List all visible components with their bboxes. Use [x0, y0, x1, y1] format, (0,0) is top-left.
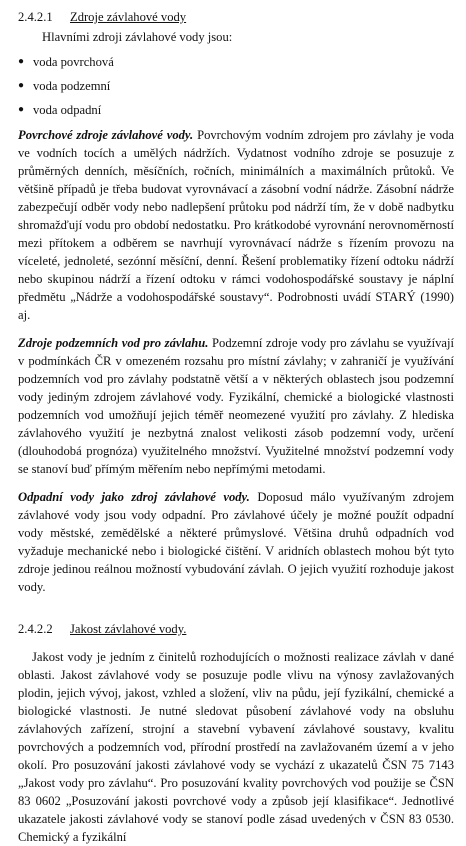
- paragraph-body: Povrchovým vodním zdrojem pro závlahy je voda ve vodních tocích a umělých nádržích. Vydatnost vodního zdroje se posuzuje z průměrných denních, měsíčních, ročních, minimálních a maximálních průtoků. Ve většině případů je třeba budovat vyrovnávací a zásobní vodní nádrže. Zásobní nádrže zabezpečují odběr vody nebo nadlepšení průtoku pod nádrží tím, že v době nadbytku shromažďují vodu pro období nedostatku. Pro krátkodobé vyrovnání nerovnoměrností mezi přítokem a odběrem se navrhují vyrovnávací nádrže s řízením provozu na víceleté, jednoleté, sezónní měsíční, denní. Řešení problematiky řízení odtoku nádrží nebo skupinou nádrží a řízení odtoku v rámci vodohospodářské soustavy je náplní předmětu „Nádrže a vodohospodářské soustavy“. Podrobnosti uvádí STARÝ (1990) aj.: [18, 128, 454, 322]
- paragraph-body: Doposud málo využívaným zdrojem závlahové vody jsou vody odpadní. Pro závlahové účely je možné použít odpadní vody městské, zemědělské a některé průmyslové. Většina druhů odpadních vod vyžaduje mechanické nebo i biologické čištění. V aridních oblastech mohou být tyto zdroje jedinou reálnou možností vybudování závlah. O jejich využití rozhoduje jakost vody.: [18, 490, 454, 594]
- paragraph-lead: Odpadní vody jako zdroj závlahové vody.: [18, 490, 250, 504]
- paragraph-body: Podzemní zdroje vody pro závlahu se využívají v podmínkách ČR v omezeném rozsahu pro místní závlahy; v zahraničí je využívání podzemních vod pro závlahy podstatně větší a v některých oblastech jsou podzemní vody jediným zdrojem závlahové vody. Fyzikální, chemické a biologické vlastnosti podzemních vod umožňují jejich téměř neomezené využití pro závlahy. Z hlediska závlahového využití je nezbytná znalost velikosti zásob podzemní vody, určení (dlouhodobá prognóza) využitelného množství. Využitelné množství podzemní vody se stanoví buď přímým měřením nebo nepřímými metodami.: [18, 336, 454, 476]
- source-list: [18, 50, 454, 122]
- section-heading-2-4-2-2: [18, 620, 454, 638]
- section-title: Zdroje závlahové vody: [70, 10, 187, 24]
- list-item: ● voda podzemní: [18, 79, 111, 93]
- paragraph-water-quality: Jakost vody je jedním z činitelů rozhodujících o možnosti realizace závlah v dané oblasti. Jakost závlahové vody se posuzuje podle vlivu na výnosy zavlažovaných plodin, jejich vývoj, jakost, vzhled a složení, vliv na půdu, její fyzikální, chemické a biologické vlastnosti. Je nutné sledovat působení závlahové vody na obsluhu závlahových zařízení, strojní a stavební vybavení závlahové soustavy, kvalitu povrchových a podzemních vod, přírodní prostředí na zavlažovaném území a v jeho okolí. Pro posuzování jakosti závlahové vody se vychází z ukazatelů ČSN 75 7143 „Jakost vody pro závlahu“. Pro posuzování kvality povrchových vod použije se ČSN 83 0602 „Posuzování jakosti povrchové vody a způsob její klasifikace“. Jednotlivé ukazatele jakosti závlahové vody se stanoví podle zásad uvedených v ČSN 83 0530. Chemický a fyzikální: [18, 650, 454, 844]
- paragraph-waste-water: [18, 488, 454, 596]
- paragraph-lead: Zdroje podzemních vod pro závlahu.: [18, 336, 209, 350]
- section-title: Jakost závlahové vody.: [70, 622, 187, 636]
- section-number: 2.4.2.2: [18, 622, 53, 636]
- section-heading-2-4-2-1: [18, 8, 454, 26]
- section-number: 2.4.2.1: [18, 10, 53, 24]
- intro-text: Hlavními zdroji závlahové vody jsou:: [42, 30, 233, 44]
- paragraph-ground-water: [18, 334, 454, 478]
- document-page: [18, 8, 454, 846]
- bullet-icon: ●: [18, 80, 25, 91]
- paragraph-surface-water: [18, 126, 454, 324]
- list-item: ● voda povrchová: [18, 55, 114, 69]
- list-item: ● voda odpadní: [18, 103, 102, 117]
- bullet-icon: ●: [18, 104, 25, 115]
- bullet-icon: ●: [18, 56, 25, 67]
- paragraph-lead: Povrchové zdroje závlahové vody.: [18, 128, 194, 142]
